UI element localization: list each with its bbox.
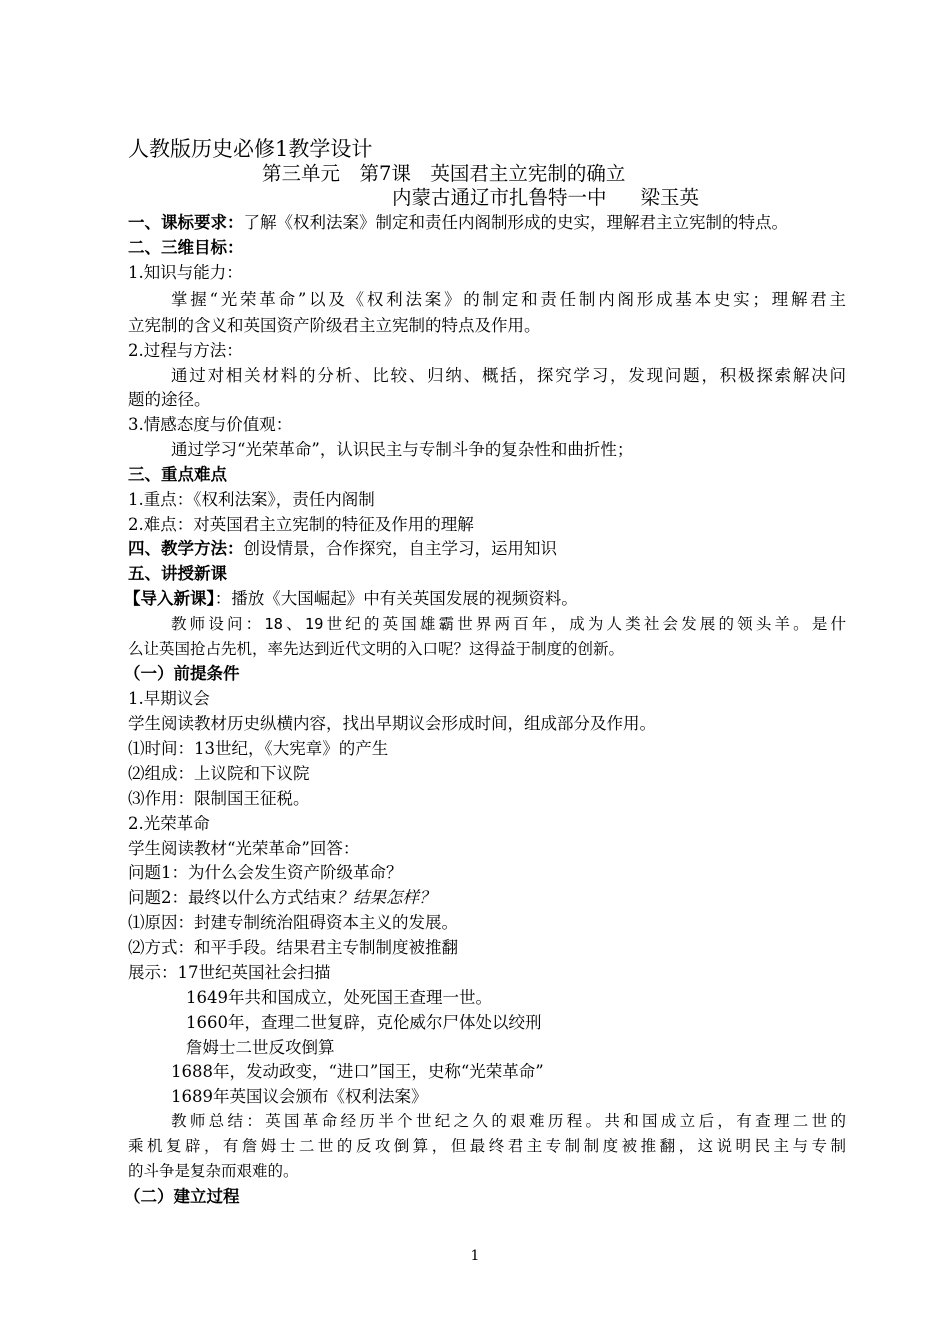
timeline-event: 1688年，发动政变，“进口”国王，史称“光荣革命” — [171, 1062, 544, 1081]
teacher-question: 教师设问：18、19世纪的英国雄霸世界两百年，成为人类社会发展的领头羊。是什 — [171, 615, 846, 633]
paragraph-line: 通过学习“光荣革命”，认识民主与专制斗争的复杂性和曲折性； — [171, 440, 634, 459]
section-heading: 四、教学方法： — [128, 539, 244, 558]
paragraph-line: 学生阅读教材“光荣革命”回答： — [128, 839, 360, 858]
key-point: 1.重点：《权利法案》，责任内阁制 — [128, 490, 375, 509]
section-heading: 一、课标要求： — [128, 213, 244, 232]
sub-heading: （一）前提条件 — [124, 664, 240, 683]
question-text-italic: ？结果怎样？ — [336, 888, 436, 907]
teacher-question: 么让英国抢占先机，率先达到近代文明的入口呢？这得益于制度的创新。 — [128, 640, 625, 658]
section-heading: 二、三维目标： — [128, 238, 244, 257]
difficult-point: 2.难点：对英国君主立宪制的特征及作用的理解 — [128, 515, 474, 534]
list-item: ⑵组成：上议院和下议院 — [128, 764, 310, 783]
section-heading: 五、讲授新课 — [128, 564, 227, 583]
school-name: 内蒙古通辽市扎鲁特一中 — [392, 186, 607, 209]
display-title: 展示：17世纪英国社会扫描 — [128, 963, 331, 982]
teacher-summary: 教师总结：英国革命经历半个世纪之久的艰难历程。共和国成立后，有查理二世的 — [171, 1112, 846, 1130]
timeline-event: 1689年英国议会颁布《权利法案》 — [171, 1087, 428, 1106]
timeline-event: 詹姆士二世反攻倒算 — [186, 1038, 335, 1057]
author-name: 梁玉英 — [640, 186, 700, 209]
topic-title: 1.早期议会 — [128, 689, 210, 708]
curriculum-requirement — [128, 212, 788, 234]
list-item: ⑶作用：限制国王征税。 — [128, 789, 310, 808]
section-text: 创设情景，合作探究，自主学习，运用知识 — [243, 539, 557, 558]
paragraph-line: 题的途径。 — [128, 390, 211, 409]
page-number: 1 — [470, 1248, 480, 1264]
sub-heading: （二）建立过程 — [124, 1187, 240, 1206]
topic-title: 2.光荣革命 — [128, 814, 210, 833]
goal-title: 1.知识与能力： — [128, 263, 243, 282]
author-line — [392, 186, 699, 210]
question — [128, 887, 436, 909]
intro-text: ：播放《大国崛起》中有关英国发展的视频资料。 — [214, 589, 578, 608]
goal-title: 3.情感态度与价值观： — [128, 415, 293, 434]
timeline-event: 1660年，查理二世复辟，克伦威尔尸体处以绞刑 — [186, 1013, 542, 1032]
section-text: 了解《权利法案》制定和责任内阁制形成的史实，理解君主立宪制的特点。 — [243, 213, 788, 232]
teacher-summary: 乘机复辟，有詹姆士二世的反攻倒算，但最终君主专制制度被推翻，这说明民主与专制 — [128, 1137, 846, 1155]
paragraph-line: 立宪制的含义和英国资产阶级君主立宪制的特点及作用。 — [128, 316, 541, 335]
list-item: ⑴时间：13世纪，《大宪章》的产生 — [128, 739, 389, 758]
question: 问题1：为什么会发生资产阶级革命？ — [128, 863, 403, 882]
intro-line — [124, 588, 578, 610]
doc-title: 人教版历史必修1教学设计 — [128, 137, 373, 161]
section-heading: 三、重点难点 — [128, 465, 227, 484]
paragraph-line: 通过对相关材料的分析、比较、归纳、概括，探究学习，发现问题，积极探索解决问 — [171, 366, 846, 385]
paragraph-line: 掌握“光荣革命”以及《权利法案》的制定和责任制内阁形成基本史实；理解君主 — [171, 290, 846, 309]
paragraph-line: 学生阅读教材历史纵横内容，找出早期议会形成时间，组成部分及作用。 — [128, 714, 656, 733]
answer: ⑵方式：和平手段。结果君主专制制度被推翻 — [128, 938, 458, 957]
timeline-event: 1649年共和国成立，处死国王查理一世。 — [186, 988, 492, 1007]
lesson-title: 第三单元 第7课 英国君主立宪制的确立 — [262, 162, 626, 185]
teaching-methods — [128, 538, 557, 560]
answer: ⑴原因：封建专制统治阻碍资本主义的发展。 — [128, 913, 458, 932]
goal-title: 2.过程与方法： — [128, 341, 243, 360]
intro-label: 【导入新课】 — [124, 589, 215, 608]
question-text: 问题2：最终以什么方式结束 — [128, 888, 337, 907]
teacher-summary: 的斗争是复杂而艰难的。 — [128, 1162, 299, 1180]
